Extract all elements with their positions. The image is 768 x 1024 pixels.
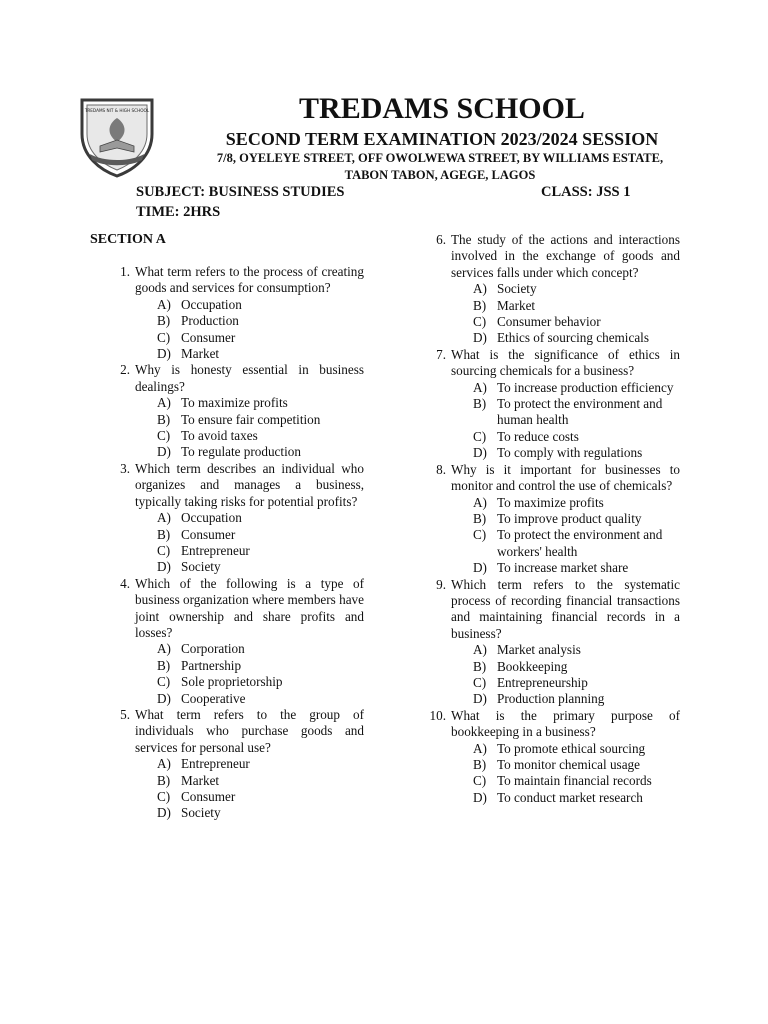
question-text: The study of the actions and interactions involved in the exchange of goods and services falls under which concept?: [451, 232, 680, 280]
option-letter: D): [157, 690, 171, 706]
option-c: [135, 330, 364, 346]
option-b: [451, 511, 680, 527]
time-label: TIME: 2HRS: [136, 204, 221, 220]
option-b: [451, 396, 680, 429]
option-letter: A): [473, 494, 487, 510]
option-a: [451, 741, 680, 757]
option-text: To maintain financial records: [497, 773, 652, 789]
option-text: Market analysis: [497, 642, 581, 658]
option-text: To increase production efficiency: [497, 379, 674, 395]
option-c: [135, 674, 364, 690]
option-b: [451, 298, 680, 314]
option-d: [451, 330, 680, 346]
question-text: Why is it important for businesses to monitor and control the use of chemicals?: [451, 461, 680, 494]
question-number: 1.: [120, 264, 130, 279]
option-text: To promote ethical sourcing: [497, 740, 646, 756]
option-text: To regulate production: [181, 444, 301, 460]
subject-label: SUBJECT: BUSINESS STUDIES: [136, 184, 345, 200]
option-text: Occupation: [181, 296, 242, 312]
option-text: To comply with regulations: [497, 445, 643, 461]
question-number: 2.: [120, 362, 130, 378]
option-letter: B): [473, 396, 487, 412]
option-text: To conduct market research: [497, 789, 643, 805]
option-text: Occupation: [181, 510, 242, 526]
class-label: CLASS: JSS 1: [541, 184, 631, 200]
option-letter: B): [473, 658, 487, 674]
option-text: Society: [181, 805, 221, 821]
option-text: Market: [181, 346, 220, 362]
question-text: Why is honesty essential in business dealings?: [135, 362, 364, 394]
option-d: [451, 691, 680, 707]
option-a: [451, 495, 680, 511]
option-text: Sole proprietorship: [181, 674, 283, 690]
question-3: [108, 461, 364, 576]
question-6: [424, 232, 680, 347]
option-b: [135, 773, 364, 789]
option-letter: D): [473, 330, 487, 346]
option-text: Consumer behavior: [497, 314, 601, 330]
address-line-1: 7/8, OYELEYE STREET, OFF OWOLWEWA STREET, BY WILLIAMS ESTATE,: [216, 151, 664, 165]
option-text: Production: [181, 313, 239, 329]
option-b: [451, 659, 680, 675]
option-text: Consumer: [181, 526, 236, 542]
question-number: 8.: [436, 461, 446, 477]
option-letter: B): [473, 297, 487, 313]
question-number: 7.: [436, 346, 446, 362]
option-letter: C): [157, 674, 171, 690]
option-letter: C): [157, 789, 171, 804]
option-c: [135, 543, 364, 559]
option-text: To improve product quality: [497, 510, 642, 526]
exam-title: SECOND TERM EXAMINATION 2023/2024 SESSION: [225, 129, 659, 149]
option-d: [451, 445, 680, 461]
question-number: 6.: [436, 232, 446, 247]
option-a: [135, 297, 364, 313]
question-10: [424, 708, 680, 806]
question-text: Which of the following is a type of business organization where members have joint ownership and share profits and losses?: [135, 575, 365, 640]
question-text: What is the significance of ethics in sourcing chemicals for a business?: [451, 346, 680, 379]
option-c: [451, 773, 680, 789]
option-b: [135, 412, 364, 428]
option-letter: A): [473, 379, 487, 395]
option-letter: D): [157, 805, 171, 821]
option-b: [451, 757, 680, 773]
option-d: [451, 560, 680, 576]
option-text: To ensure fair competition: [181, 411, 321, 427]
questions-left-column: [108, 264, 364, 822]
address-line-2: TABON TABON, AGEGE, LAGOS: [344, 168, 536, 182]
option-letter: A): [157, 510, 171, 526]
option-letter: C): [473, 314, 487, 330]
school-address: [196, 150, 684, 184]
option-d: [135, 444, 364, 460]
option-text: Society: [181, 559, 221, 575]
option-b: [135, 527, 364, 543]
option-b: [135, 313, 364, 329]
question-2: [108, 362, 364, 460]
school-name: TREDAMS SCHOOL: [299, 92, 585, 125]
question-1: [108, 264, 364, 362]
option-text: Entrepreneur: [181, 542, 250, 558]
option-text: Cooperative: [181, 690, 246, 706]
option-text: Entrepreneurship: [497, 674, 588, 690]
question-text: What is the primary purpose of bookkeeping in a business?: [451, 707, 680, 740]
option-a: [135, 395, 364, 411]
option-letter: C): [473, 428, 487, 444]
option-d: [135, 691, 364, 707]
option-letter: C): [473, 773, 487, 789]
option-text: To maximize profits: [497, 494, 604, 510]
option-letter: D): [157, 559, 171, 575]
option-c: [135, 789, 364, 805]
option-letter: B): [473, 757, 487, 772]
option-text: Bookkeeping: [497, 658, 568, 674]
option-text: Partnership: [181, 657, 242, 673]
option-text: To protect the environment and workers' health: [497, 527, 663, 559]
option-a: [135, 510, 364, 526]
question-number: 5.: [120, 706, 130, 722]
option-letter: C): [157, 542, 171, 558]
option-text: Ethics of sourcing chemicals: [497, 330, 649, 346]
option-letter: B): [157, 411, 171, 427]
question-text: What term refers to the group of individuals who purchase goods and services for personal use?: [135, 706, 364, 755]
option-letter: C): [157, 329, 171, 345]
option-letter: C): [473, 674, 487, 690]
option-text: Production planning: [497, 691, 605, 707]
option-c: [135, 428, 364, 444]
option-letter: D): [473, 789, 487, 805]
option-text: To avoid taxes: [181, 428, 258, 444]
option-letter: D): [157, 346, 171, 362]
option-letter: A): [473, 740, 487, 756]
option-text: Market: [181, 772, 220, 788]
option-c: [451, 429, 680, 445]
option-text: To increase market share: [497, 560, 629, 576]
option-text: To monitor chemical usage: [497, 757, 640, 772]
option-letter: C): [157, 428, 171, 444]
option-letter: A): [157, 641, 171, 657]
option-letter: D): [473, 560, 487, 576]
question-8: [424, 462, 680, 577]
option-letter: A): [473, 642, 487, 658]
question-text: What term refers to the process of creating goods and services for consumption?: [135, 264, 364, 296]
option-text: Consumer: [181, 329, 236, 345]
option-a: [451, 281, 680, 297]
option-letter: B): [157, 657, 171, 673]
option-a: [135, 641, 364, 657]
question-text: Which term describes an individual who organizes and manages a business, typically taking risks for potential profits?: [135, 460, 364, 509]
option-letter: A): [157, 395, 171, 411]
option-text: Consumer: [181, 789, 236, 804]
option-text: Corporation: [181, 641, 245, 657]
option-a: [135, 756, 364, 772]
section-title: SECTION A: [90, 232, 166, 247]
option-c: [451, 675, 680, 691]
option-text: Society: [497, 281, 537, 297]
question-5: [108, 707, 364, 822]
option-c: [451, 314, 680, 330]
option-d: [451, 790, 680, 806]
option-b: [135, 658, 364, 674]
svg-text:TREDAMS NIT & HIGH SCHOOL: TREDAMS NIT & HIGH SCHOOL: [84, 108, 150, 113]
option-letter: B): [157, 772, 171, 788]
option-letter: D): [157, 444, 171, 460]
option-letter: B): [473, 510, 487, 526]
option-letter: A): [157, 296, 171, 312]
option-text: Market: [497, 297, 536, 313]
question-number: 3.: [120, 460, 130, 476]
option-letter: A): [473, 281, 487, 297]
option-d: [135, 559, 364, 575]
question-9: [424, 577, 680, 708]
question-7: [424, 347, 680, 462]
option-text: To protect the environment and human health: [497, 396, 663, 428]
option-text: To reduce costs: [497, 428, 579, 444]
option-letter: C): [473, 527, 487, 543]
option-d: [135, 346, 364, 362]
option-c: [451, 527, 680, 560]
option-a: [451, 380, 680, 396]
question-number: 10.: [429, 707, 446, 723]
questions-right-column: [424, 232, 680, 806]
option-letter: D): [473, 445, 487, 461]
option-letter: B): [157, 526, 171, 542]
question-text: Which term refers to the systematic process of recording financial transactions and maintaining financial records in a business?: [451, 576, 680, 641]
question-number: 9.: [436, 576, 446, 592]
question-4: [108, 576, 364, 707]
option-text: Entrepreneur: [181, 756, 250, 772]
option-letter: A): [157, 756, 171, 772]
option-d: [135, 805, 364, 821]
option-letter: B): [157, 313, 171, 329]
option-text: To maximize profits: [181, 395, 288, 411]
option-letter: D): [473, 691, 487, 707]
option-a: [451, 642, 680, 658]
question-number: 4.: [120, 575, 130, 591]
